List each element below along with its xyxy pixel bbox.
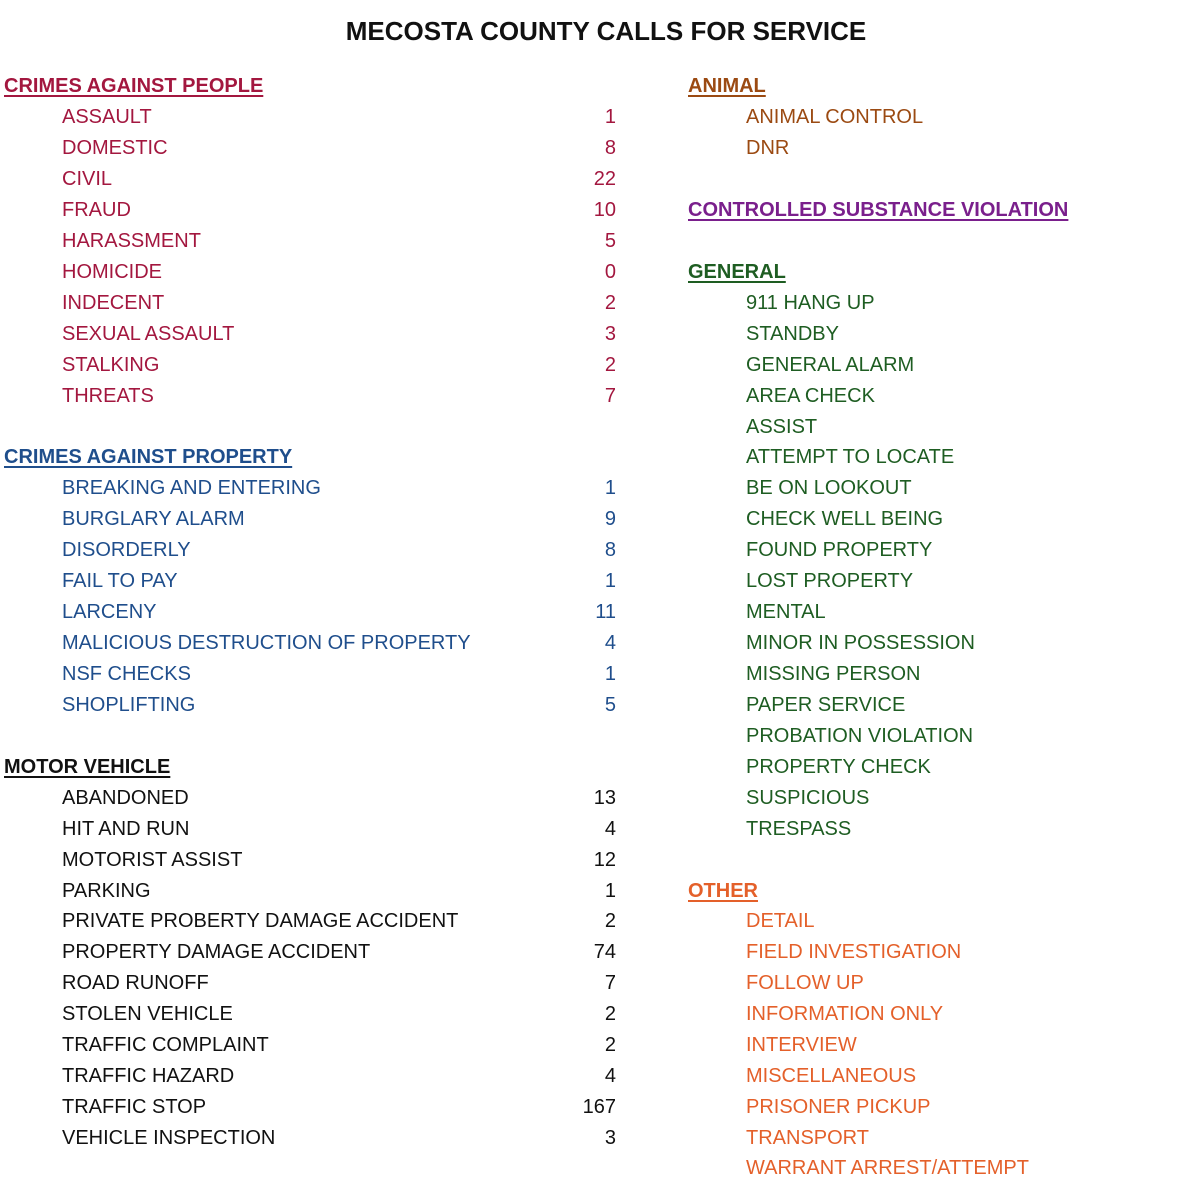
item-count: 2: [604, 354, 616, 376]
list-item: [62, 535, 191, 566]
list-item: FOUND PROPERTY: [746, 539, 933, 561]
list-item: SUSPICIOUS: [746, 787, 870, 809]
list-item: [62, 257, 162, 288]
list-item: [62, 968, 209, 999]
list-item: INFORMATION ONLY: [746, 1003, 944, 1025]
list-item: [62, 814, 189, 845]
item-label: STOLEN VEHICLE: [62, 1003, 233, 1025]
list-item: DNR: [746, 137, 790, 159]
section-heading-people: CRIMES AGAINST PEOPLE: [4, 75, 264, 97]
list-item: [62, 845, 242, 876]
list-item: [62, 690, 195, 721]
list-item: [62, 783, 189, 814]
item-count: 13: [593, 787, 616, 809]
item-label: NSF CHECKS: [62, 663, 191, 685]
item-label: STALKING: [62, 354, 160, 376]
list-item: [62, 350, 159, 381]
list-item: [62, 504, 245, 535]
section-heading-property: CRIMES AGAINST PROPERTY: [4, 446, 293, 468]
list-item: [62, 102, 152, 133]
item-count: 3: [604, 1127, 616, 1149]
item-label: HARASSMENT: [62, 230, 201, 252]
item-count: 1: [604, 880, 616, 902]
section-heading-controlled-substance: CONTROLLED SUBSTANCE VIOLATION: [688, 199, 1069, 221]
list-item: MISSING PERSON: [746, 663, 921, 685]
section-heading-motor-vehicle: MOTOR VEHICLE: [4, 756, 171, 778]
item-label: FAIL TO PAY: [62, 570, 178, 592]
item-label: ABANDONED: [62, 787, 189, 809]
item-label: PARKING: [62, 880, 151, 902]
list-item: 911 HANG UP: [746, 292, 875, 314]
list-item: ASSIST: [746, 416, 818, 438]
page-title: MECOSTA COUNTY CALLS FOR SERVICE: [345, 16, 867, 46]
list-item: [62, 473, 321, 504]
item-count: 7: [604, 385, 616, 407]
item-label: TRAFFIC COMPLAINT: [62, 1034, 269, 1056]
list-item: ATTEMPT TO LOCATE: [746, 446, 955, 468]
item-count: 11: [595, 601, 616, 623]
list-item: FOLLOW UP: [746, 972, 864, 994]
item-count: 4: [604, 1065, 616, 1087]
item-count: 5: [604, 694, 616, 716]
item-label: FRAUD: [62, 199, 131, 221]
item-count: 4: [604, 632, 616, 654]
item-count: 3: [604, 323, 616, 345]
item-label: PROPERTY DAMAGE ACCIDENT: [62, 941, 371, 963]
item-count: 1: [604, 477, 616, 499]
item-label: MALICIOUS DESTRUCTION OF PROPERTY: [62, 632, 471, 654]
list-item: [62, 195, 131, 226]
section-heading-other: OTHER: [688, 880, 758, 902]
item-label: BREAKING AND ENTERING: [62, 477, 321, 499]
item-count: 10: [593, 199, 616, 221]
item-count: 12: [593, 849, 616, 871]
list-item: MENTAL: [746, 601, 826, 623]
item-count: 74: [593, 941, 616, 963]
list-item: [62, 937, 370, 968]
list-item: [62, 319, 234, 350]
item-count: 9: [604, 508, 616, 530]
list-item: WARRANT ARREST/ATTEMPT: [746, 1157, 1029, 1179]
list-item: [62, 288, 164, 319]
item-count: 2: [604, 910, 616, 932]
list-item: PAPER SERVICE: [746, 694, 906, 716]
section-heading-animal: ANIMAL: [688, 75, 766, 97]
list-item: LOST PROPERTY: [746, 570, 914, 592]
list-item: [62, 133, 168, 164]
list-item: [62, 226, 201, 257]
item-label: LARCENY: [62, 601, 157, 623]
list-item: [62, 164, 112, 195]
list-item: [62, 659, 191, 690]
item-count: 7: [604, 972, 616, 994]
item-count: 8: [604, 539, 616, 561]
item-label: MOTORIST ASSIST: [62, 849, 243, 871]
list-item: FIELD INVESTIGATION: [746, 941, 962, 963]
list-item: [62, 1123, 275, 1154]
list-item: CHECK WELL BEING: [746, 508, 944, 530]
item-label: SHOPLIFTING: [62, 694, 196, 716]
item-label: TRAFFIC HAZARD: [62, 1065, 235, 1087]
item-label: ROAD RUNOFF: [62, 972, 209, 994]
item-count: 2: [604, 1003, 616, 1025]
item-count: 22: [593, 168, 616, 190]
item-label: TRAFFIC STOP: [62, 1096, 207, 1118]
list-item: INTERVIEW: [746, 1034, 857, 1056]
item-count: 167: [582, 1096, 616, 1118]
list-item: DETAIL: [746, 910, 815, 932]
item-label: HIT AND RUN: [62, 818, 190, 840]
list-item: MISCELLANEOUS: [746, 1065, 917, 1087]
item-count: 5: [604, 230, 616, 252]
list-item: [62, 999, 233, 1030]
item-count: 0: [604, 261, 616, 283]
item-label: DOMESTIC: [62, 137, 168, 159]
item-label: BURGLARY ALARM: [62, 508, 245, 530]
item-label: VEHICLE INSPECTION: [62, 1127, 276, 1149]
item-count: 1: [604, 570, 616, 592]
item-count: 4: [604, 818, 616, 840]
list-item: TRANSPORT: [746, 1127, 869, 1149]
list-item: STANDBY: [746, 323, 839, 345]
item-label: PRIVATE PROBERTY DAMAGE ACCIDENT: [62, 910, 459, 932]
item-count: 1: [604, 106, 616, 128]
section-heading-general: GENERAL: [688, 261, 786, 283]
list-item: [62, 566, 178, 597]
list-item: PRISONER PICKUP: [746, 1096, 931, 1118]
list-item: GENERAL ALARM: [746, 354, 915, 376]
list-item: [62, 906, 458, 937]
item-label: SEXUAL ASSAULT: [62, 323, 235, 345]
item-label: DISORDERLY: [62, 539, 191, 561]
list-item: BE ON LOOKOUT: [746, 477, 912, 499]
item-count: 1: [604, 663, 616, 685]
item-count: 2: [604, 292, 616, 314]
item-count: 8: [604, 137, 616, 159]
list-item: PROBATION VIOLATION: [746, 725, 974, 747]
list-item: [62, 1092, 206, 1123]
item-label: INDECENT: [62, 292, 165, 314]
list-item: [62, 597, 156, 628]
list-item: TRESPASS: [746, 818, 852, 840]
list-item: PROPERTY CHECK: [746, 756, 931, 778]
item-label: HOMICIDE: [62, 261, 162, 283]
item-count: 2: [604, 1034, 616, 1056]
list-item: [62, 628, 471, 659]
list-item: ANIMAL CONTROL: [746, 106, 924, 128]
item-label: THREATS: [62, 385, 154, 407]
item-label: ASSAULT: [62, 106, 152, 128]
list-item: [62, 876, 151, 907]
list-item: AREA CHECK: [746, 385, 875, 407]
list-item: [62, 381, 154, 412]
list-item: [62, 1061, 234, 1092]
item-label: CIVIL: [62, 168, 113, 190]
list-item: [62, 1030, 269, 1061]
list-item: MINOR IN POSSESSION: [746, 632, 975, 654]
